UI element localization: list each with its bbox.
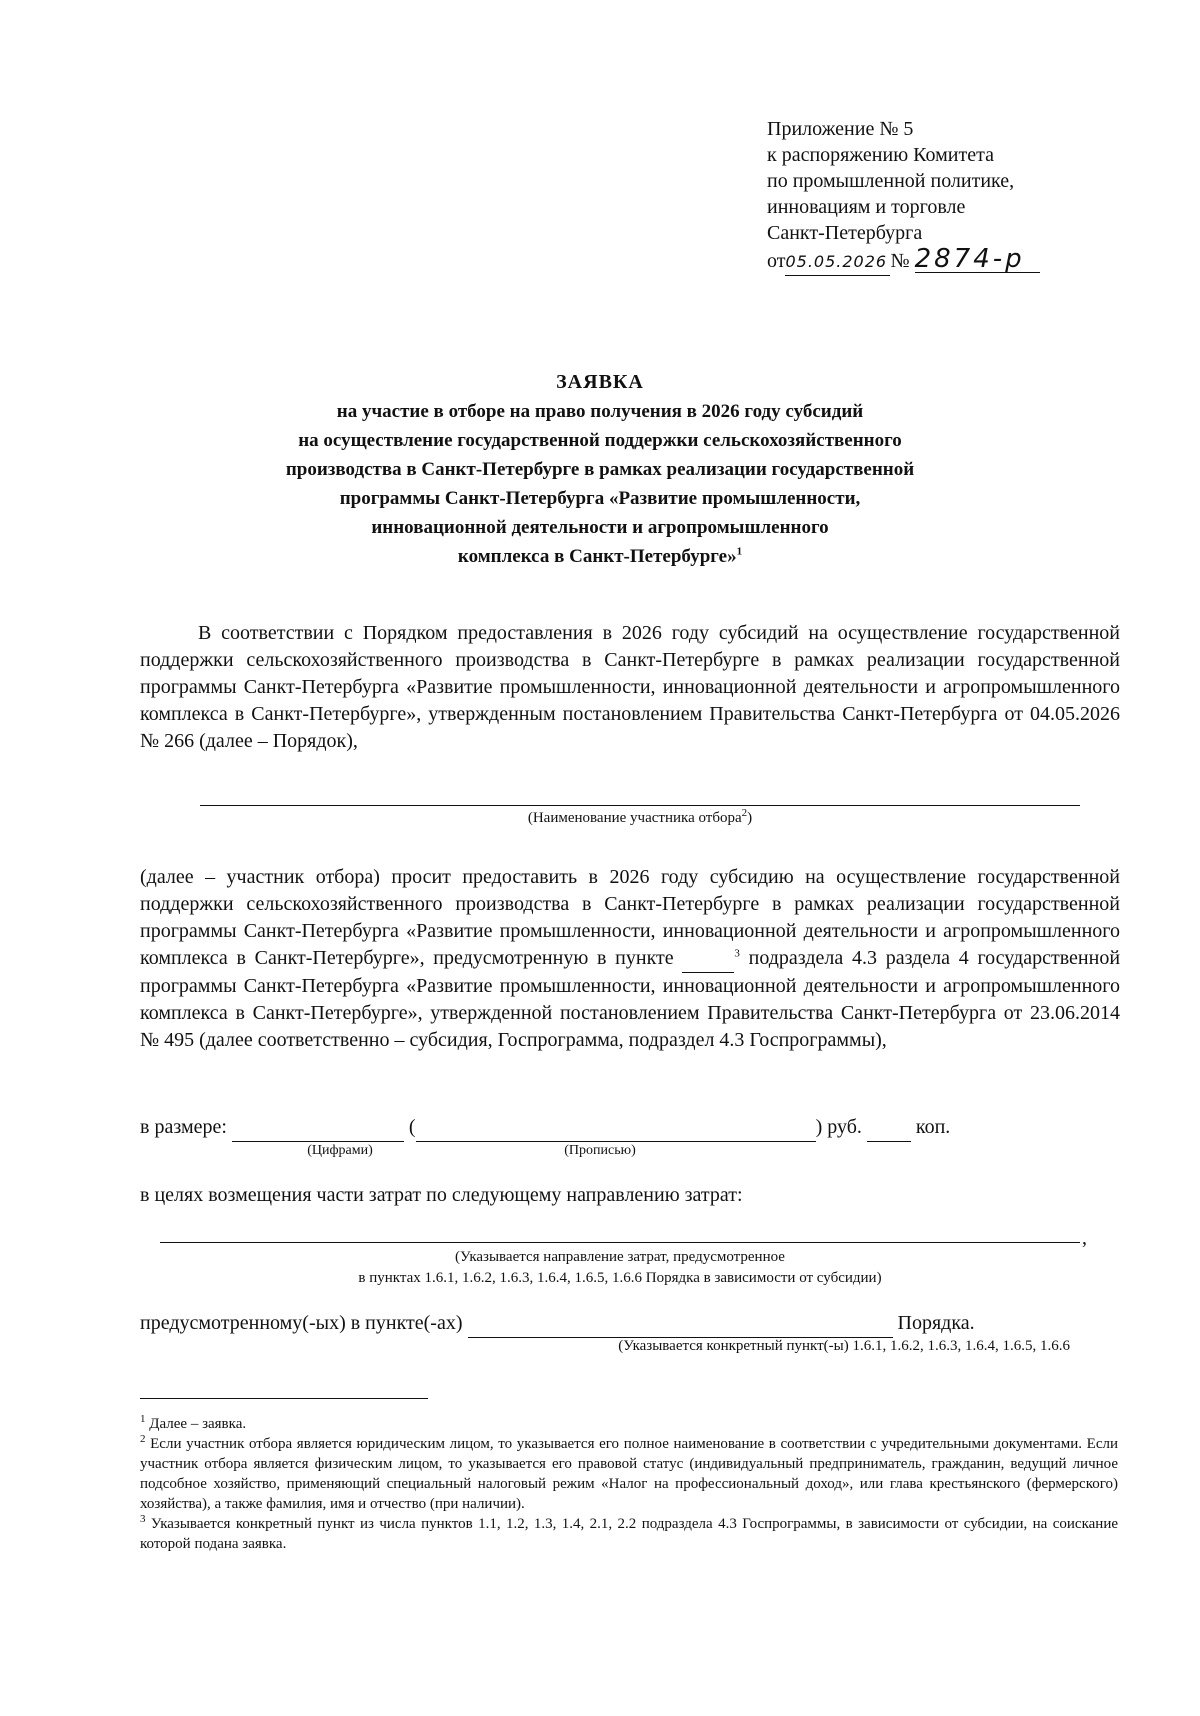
title-line: на осуществление государственной поддержки сельскохозяйственного (298, 430, 902, 451)
appendix-line: Приложение № 5 (767, 118, 914, 140)
purpose-comma: , (1082, 1227, 1087, 1249)
appendix-line: к распоряжению Комитета (767, 144, 994, 166)
participant-caption (200, 807, 1080, 827)
rub-label: ) руб. (815, 1116, 862, 1138)
document-title (170, 368, 1030, 571)
appendix-line: по промышленной политике, (767, 170, 1015, 192)
kopecks-field[interactable] (867, 1114, 911, 1142)
footnote-mark: 3 (140, 1513, 146, 1525)
clause-field[interactable] (468, 1310, 893, 1338)
footnotes (140, 1414, 1118, 1554)
participant-name-field[interactable] (200, 805, 1080, 806)
amount-row (140, 1114, 1120, 1142)
footnote-mark: 2 (140, 1433, 146, 1445)
purpose-field[interactable] (160, 1242, 1080, 1243)
title-heading: ЗАЯВКА (556, 371, 644, 393)
title-line: производства в Санкт-Петербурге в рамках реализации государственной (285, 459, 915, 480)
caption-text: (Указывается направление затрат, предусмотренное (455, 1249, 785, 1265)
title-line: инновационной деятельности и агропромышленного (371, 517, 829, 538)
kop-label: коп. (915, 1116, 951, 1138)
footnote-text: Указывается конкретный пункт из числа пунктов 1.1, 1.2, 1.3, 1.4, 2.1, 2.2 подраздела 4.3 Госпрограммы, в зависимости от субсидии, на соискание которой подана заявка. (140, 1516, 1119, 1552)
provided-end: Порядка. (897, 1312, 975, 1334)
words-caption: (Прописью) (564, 1143, 636, 1158)
footnote (140, 1414, 1118, 1434)
handwritten-number: 2874-р (915, 246, 1040, 273)
footnote-mark: 2 (741, 807, 748, 819)
purpose-label: в целях возмещения части затрат по следующему направлению затрат: (140, 1184, 743, 1206)
footnote-mark: 1 (140, 1413, 146, 1425)
amount-label: в размере: (140, 1116, 227, 1138)
number-label: № (890, 250, 910, 272)
paragraph-text: В соответствии с Порядком предоставления в 2026 году субсидий на осуществление государственной поддержки сельскохозяйственного производства в Санкт-Петербурге в рамках реализации государственной программы Санкт-Петербурга «Развитие промышленности, инновационной деятельности и агропромышленного комплекса в Санкт-Петербурге», утвержденным постановлением Правительства Санкт-Петербурга от 04.05.2026 № 266 (далее – Порядок), (140, 622, 1120, 752)
appendix-line: инновациям и торговле (767, 196, 966, 218)
footnote-separator (140, 1398, 428, 1399)
footnote (140, 1434, 1118, 1514)
title-line: на участие в отборе на право получения в 2026 году субсидий (336, 401, 864, 422)
title-line: программы Санкт-Петербурга «Развитие промышленности, (339, 488, 861, 509)
paragraph-text: подраздела 4.3 раздела 4 государственной программы Санкт-Петербурга «Развитие промышленности, инновационной деятельности и агропромышленного комплекса в Санкт-Петербурге», утвержденной постановлением Правительства Санкт-Петербурга от 23.06.2014 № 495 (далее соответственно – субсидия, Госпрограмма, подраздел 4.3 Госпрограммы), (140, 947, 1121, 1051)
paren: ( (408, 1116, 416, 1138)
provided-row (140, 1310, 1120, 1338)
order-date-number (767, 246, 1127, 276)
footnote (140, 1514, 1118, 1554)
footnote-text: Если участник отбора является юридическим лицом, то указывается его полное наименование в соответствии с учредительными документами. Если участник отбора является физическим лицом, то указывается его правовой статус (индивидуальный предприниматель, гражданин, ведущий личное подсобное хозяйство, применяющий специальный налоговый режим «Налог на профессиональный доход», или глава крестьянского (фермерского) хозяйства), а также фамилия, имя и отчество (при наличии). (140, 1436, 1118, 1512)
handwritten-date: 05.05.2026 (785, 249, 890, 276)
title-line: комплекса в Санкт-Петербурге» (457, 546, 737, 567)
caption-text: в пунктах 1.6.1, 1.6.2, 1.6.3, 1.6.4, 1.6.5, 1.6.6 Порядка в зависимости от субсидии) (358, 1270, 882, 1286)
digits-caption: (Цифрами) (307, 1143, 373, 1158)
caption-text: (Наименование участника отбора (527, 810, 742, 826)
provided-label: предусмотренному(-ых) в пункте(-ах) (140, 1312, 463, 1334)
appendix-reference (767, 116, 1127, 276)
paragraph-text: (далее – участник отбора) просит предоставить в 2026 году субсидию на осуществление государственной поддержки сельскохозяйственного производства в Санкт-Петербурге в рамках реализации государственной программы Санкт-Петербурга «Развитие промышленности, инновационной деятельности и агропромышленного комплекса в Санкт-Петербурге», предусмотренную в пункте (140, 866, 1120, 969)
footnote-mark: 3 (734, 947, 740, 960)
provided-caption: (Указывается конкретный пункт(-ы) 1.6.1, 1.6.2, 1.6.3, 1.6.4, 1.6.5, 1.6.6 (618, 1338, 1070, 1354)
footnote-mark: 1 (736, 545, 743, 558)
from-label: от (767, 250, 786, 272)
caption-text: ) (747, 810, 753, 826)
purpose-caption (160, 1247, 1080, 1289)
amount-words-field[interactable] (416, 1114, 816, 1142)
request-paragraph (140, 864, 1120, 1054)
appendix-line: Санкт-Петербурга (767, 222, 923, 244)
intro-paragraph (140, 620, 1120, 755)
amount-digits-field[interactable] (232, 1114, 404, 1142)
clause-number-field[interactable] (682, 945, 734, 973)
footnote-text: Далее – заявка. (149, 1416, 247, 1432)
